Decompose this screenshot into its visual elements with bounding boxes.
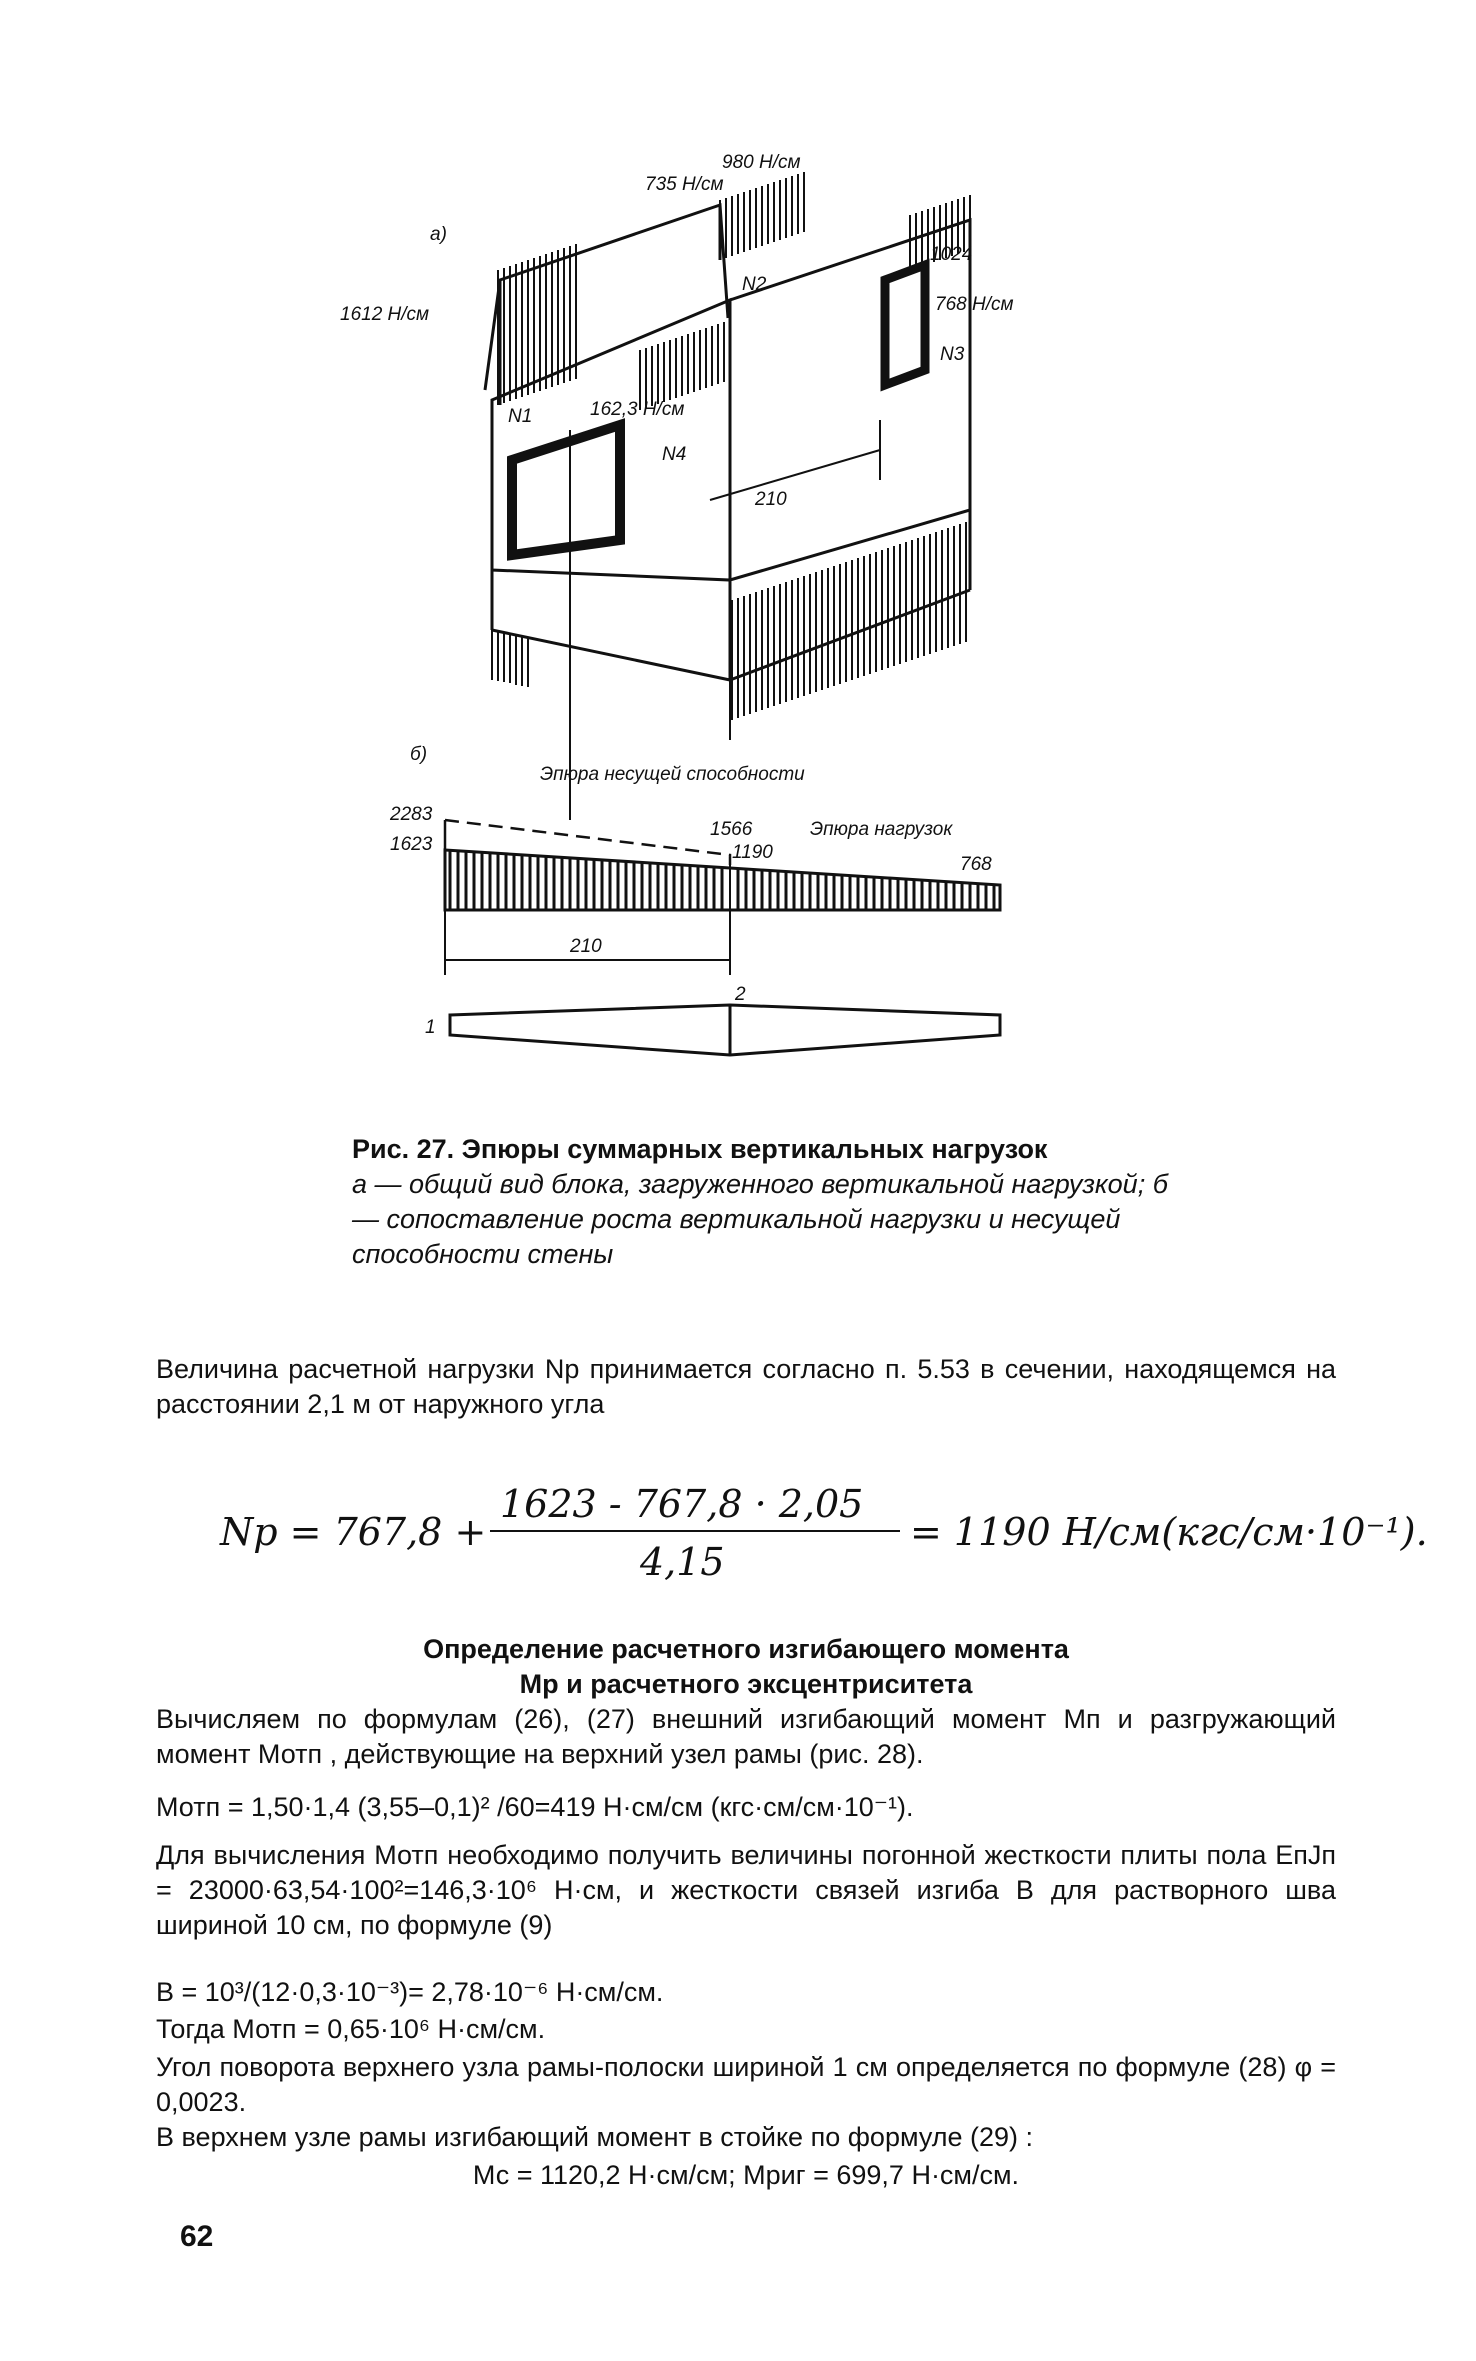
formula-np — [220, 1475, 1428, 1595]
load-label-1612: 1612 Н/см — [340, 304, 430, 325]
label-capacity: Эпюра несущей способности — [540, 764, 805, 785]
dim-a-label: 210 — [755, 489, 787, 510]
formula-denominator: 4,15 — [640, 1540, 725, 1584]
load-hatch-top — [498, 172, 973, 410]
caption-description: а — общий вид блока, загруженного вертикальной нагрузкой; б — сопоставление роста вертикальной нагрузки и несущей способности стены — [352, 1169, 1168, 1269]
panel-a-label: а) — [430, 224, 447, 245]
node-n1: N1 — [508, 406, 533, 427]
paragraph-3: Для вычисления Мотп необходимо получить величины погонной жесткости плиты пола EпJп = 23000·63,54·100²=146,3·10⁶ Н·см, и жесткости связей изгиба В для растворного шва шириной 10 см, по формуле (9) — [156, 1840, 1336, 1940]
caption-title: Рис. 27. Эпюры суммарных вертикальных нагрузок — [352, 1134, 1048, 1164]
paragraph-2: Вычисляем по формулам (26), (27) внешний изгибающий момент Мп и разгружающий момент Мотп , действующие на верхний узел рамы (рис. 28). — [156, 1704, 1336, 1769]
paragraph-5: В верхнем узле рамы изгибающий момент в стойке по формуле (29) : — [156, 2122, 1034, 2152]
node-n2: N2 — [742, 274, 767, 295]
dim-a — [710, 420, 880, 500]
load-label-768: 768 Н/см — [935, 294, 1014, 315]
load-diagram — [445, 850, 1000, 910]
equation-3: Тогда Мотп = 0,65·10⁶ Н·см/см. — [156, 2014, 546, 2044]
paragraph-1: Величина расчетной нагрузки Nр принимается согласно п. 5.53 в сечении, находящемся на расстоянии 2,1 м от наружного угла — [156, 1354, 1336, 1419]
mark-1: 1 — [425, 1017, 436, 1038]
formula-lhs: Nр = 767,8 + — [220, 1510, 487, 1554]
value-1566: 1566 — [710, 819, 753, 840]
window-left — [512, 425, 620, 555]
paragraph-4: Угол поворота верхнего узла рамы-полоски шириной 1 см определяется по формуле (28) φ = 0,0023. — [156, 2052, 1336, 2117]
window-right — [885, 265, 925, 385]
formula-numerator: 1623 - 767,8 · 2,05 — [500, 1482, 864, 1526]
equation-1: Мотп = 1,50·1,4 (3,55–0,1)² /60=419 Н·см/см (кгс·см/см·10⁻¹). — [156, 1792, 914, 1822]
heading-line-2: Мр и расчетного эксцентриситета — [519, 1669, 973, 1699]
equation-2: В = 10³/(12·0,3·10⁻³)= 2,78·10⁻⁶ Н·см/см. — [156, 1977, 664, 2007]
load-label-162: 162,3 Н/см — [590, 399, 685, 420]
equation-4: Мс = 1120,2 Н·см/см; Мриг = 699,7 Н·см/см. — [472, 2160, 1020, 2190]
value-2283: 2283 — [390, 804, 433, 825]
label-load: Эпюра нагрузок — [810, 819, 953, 840]
load-label-1024: 1024 — [930, 244, 973, 265]
figure-caption — [352, 1132, 1202, 1272]
panel-b-label: б) — [410, 744, 428, 765]
load-label-735: 735 Н/см — [645, 174, 724, 195]
formula-rhs: = 1190 Н/см(кгс/см·10⁻¹). — [910, 1510, 1428, 1554]
value-1190: 1190 — [732, 842, 773, 863]
page-number: 62 — [180, 2220, 214, 2253]
dim-b-label: 210 — [570, 936, 602, 957]
heading-line-1: Определение расчетного изгибающего момента — [423, 1634, 1069, 1664]
load-label-980: 980 Н/см — [722, 152, 801, 173]
wall-section — [450, 1005, 1000, 1055]
value-1623: 1623 — [390, 834, 433, 855]
node-n4: N4 — [662, 444, 687, 465]
section-heading — [156, 1632, 1336, 1702]
value-768: 768 — [960, 854, 992, 875]
mark-2: 2 — [735, 984, 746, 1005]
figure-27 — [340, 152, 1060, 1060]
node-n3: N3 — [940, 344, 965, 365]
